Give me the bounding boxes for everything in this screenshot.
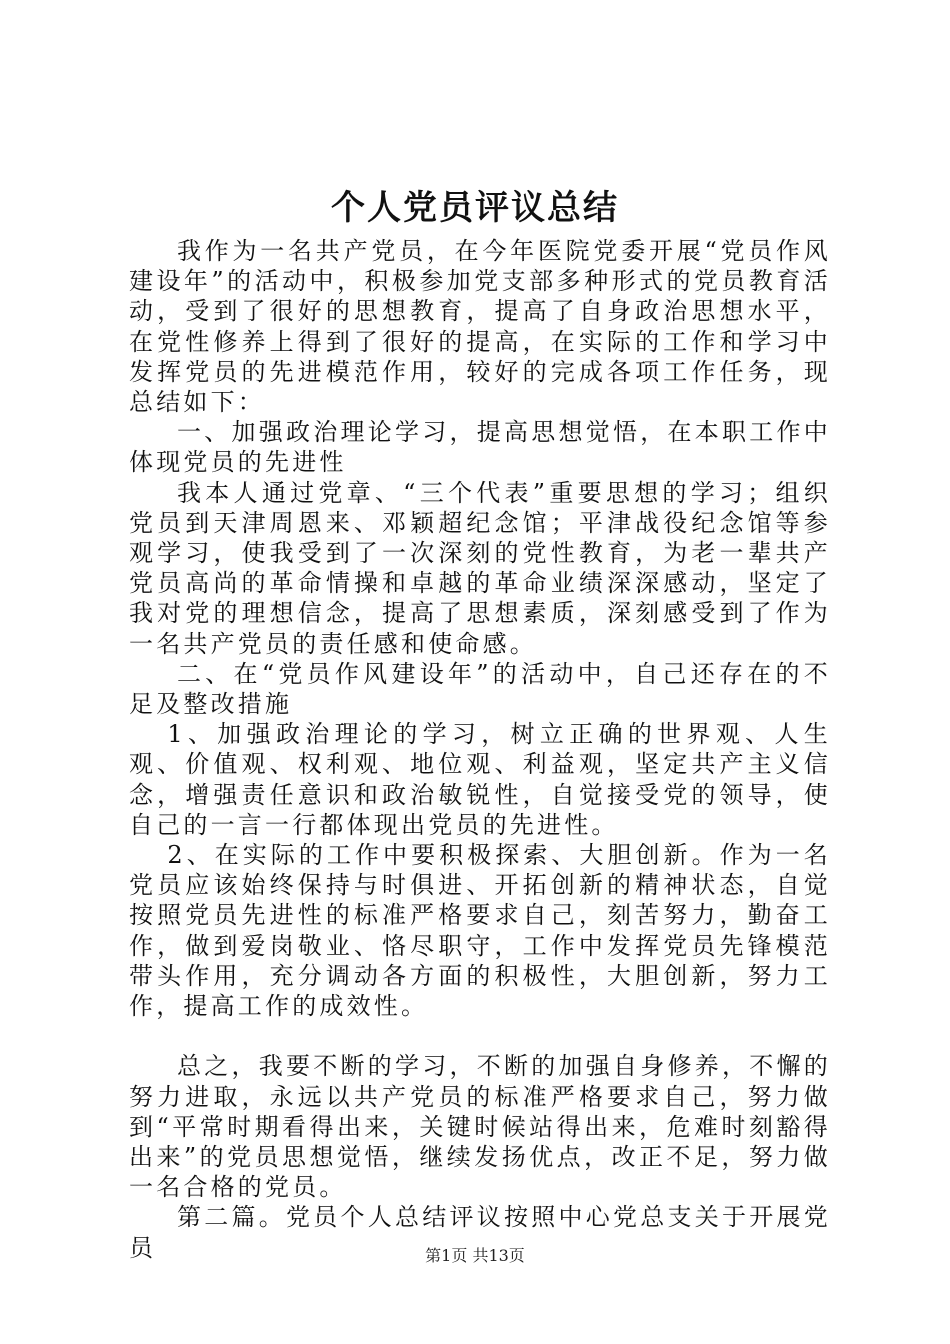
document-title: 个人党员评议总结 [331,188,619,228]
section-heading-1: 一、加强政治理论学习，提高思想觉悟，在本职工作中体现党员的先进性 [129,418,831,477]
paragraph-intro: 我作为一名共产党员，在今年医院党委开展“党员作风建设年”的活动中，积极参加党支部多种形式的党员教育活动，受到了很好的思想教育，提高了自身政治思想水平，在党性修养上得到了很好的提高，在实际的工作和学习中发挥党员的先进模范作用，较好的完成各项工作任务，现总结如下： [129,237,831,417]
paragraph-item-2: 2、在实际的工作中要积极探索、大胆创新。作为一名党员应该始终保持与时俱进、开拓创新的精神状态，自觉按照党员先进性的标准严格要求自己，刻苦努力，勤奋工作，做到爱岗敬业、恪尽职守，工作中发挥党员先锋模范带头作用，充分调动各方面的积极性，大胆创新，努力工作，提高工作的成效性。 [129,841,831,1021]
paragraph-item-1: 1、加强政治理论的学习，树立正确的世界观、人生观、价值观、权利观、地位观、利益观，坚定共产主义信念，增强责任意识和政治敏锐性，自觉接受党的领导，使自己的一言一行都体现出党员的先进性。 [129,720,831,839]
section-heading-2: 二、在“党员作风建设年”的活动中，自己还存在的不足及整改措施 [129,659,831,719]
paragraph-study: 我本人通过党章、“三个代表”重要思想的学习；组织党员到天津周恩来、邓颖超纪念馆；平津战役纪念馆等参观学习，使我受到了一次深刻的党性教育，为老一辈共产党员高尚的革命情操和卓越的革命业绩深深感动，坚定了我对党的理想信念，提高了思想素质，深刻感受到了作为一名共产党员的责任感和使命感。 [129,478,831,658]
paragraph-conclusion: 总之，我要不断的学习，不断的加强自身修养，不懈的努力进取，永远以共产党员的标准严格要求自己，努力做到“平常时期看得出来，关键时候站得出来，危难时刻豁得出来”的党员思想觉悟，继续发扬优点，改正不足，努力做一名合格的党员。 [129,1052,831,1202]
page-number: 第1页 共13页 [425,1246,525,1265]
paragraph-spacer [129,1021,831,1051]
document-body [129,236,831,1263]
paragraph-second-article: 第二篇。党员个人总结评议按照中心党总支关于开展党员 [129,1203,831,1262]
